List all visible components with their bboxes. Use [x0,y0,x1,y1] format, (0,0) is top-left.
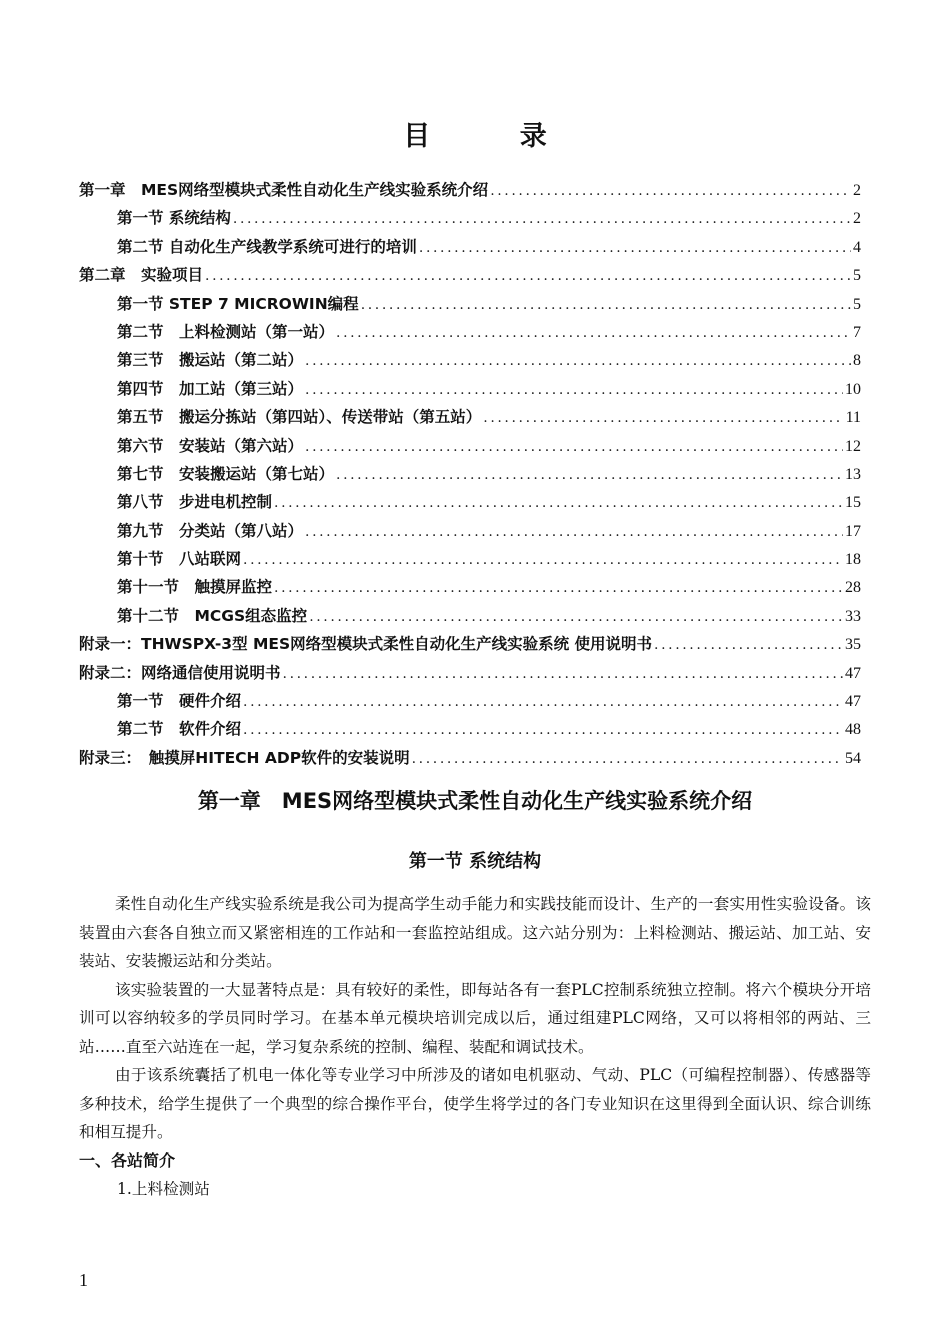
toc-leader-dots [233,205,851,233]
toc-leader-dots [205,262,851,290]
paragraph: 柔性自动化生产线实验系统是我公司为提高学生动手能力和实践技能而设计、生产的一套实用性实验设备。该装置由六套各自独立而又紧密相连的工作站和一套监控站组成。这六站分别为：上料检测站、搬运站、加工站、安装站、安装搬运站和分类站。 [79,895,871,970]
toc-entry-page: 13 [845,465,861,483]
toc-entry-page: 12 [845,437,861,455]
toc-leader-dots [243,688,843,716]
toc-entry-page: 15 [845,494,861,512]
toc-leader-dots [309,603,843,631]
toc-entry-label: 第一节 硬件介绍 [117,692,242,711]
toc-leader-dots [274,574,843,602]
toc-leader-dots [483,404,843,432]
subitem: 1.上料检测站 [117,1179,210,1198]
toc-entry-page: 10 [845,380,861,398]
toc-entry-page: 47 [845,664,861,682]
toc-leader-dots [243,716,843,744]
section-title: 第一节 系统结构 [408,851,542,872]
toc-leader-dots [305,518,843,546]
toc-entry[interactable] [79,517,861,545]
toc-entry-page: 7 [853,323,861,341]
toc-entry[interactable] [79,687,861,715]
toc-leader-dots [336,461,843,489]
toc-entry-page: 17 [845,522,861,540]
toc-leader-dots [419,234,851,262]
toc-entry-label: 第九节 分类站（第八站） [117,521,304,540]
toc-entry[interactable] [79,602,861,630]
toc-leader-dots [336,319,851,347]
toc-entry[interactable] [79,460,861,488]
toc-entry[interactable] [79,375,861,403]
toc-entry[interactable] [79,261,861,289]
toc-entry-page: 35 [845,636,861,654]
toc-entry-label: 第八节 步进电机控制 [117,493,273,512]
subheading: 一、各站简介 [79,1150,176,1170]
toc-entry-page: 5 [853,267,861,285]
toc-entry[interactable] [79,233,861,261]
toc-entry-page: 28 [845,579,861,597]
toc-entry-label: 第十节 八站联网 [117,550,242,569]
toc-entry-label: 第二节 软件介绍 [117,720,242,739]
toc-leader-dots [412,745,843,773]
page-number: 1 [79,1270,88,1290]
toc-entry[interactable] [79,204,861,232]
toc-entry[interactable] [79,659,861,687]
toc-entry[interactable] [79,346,861,374]
toc-entry-label: 附录三： 触摸屏HITECH ADP软件的安装说明 [79,748,410,767]
toc-entry-page: 18 [845,551,861,569]
toc-entry[interactable] [79,630,861,658]
toc-entry-page: 11 [845,409,861,427]
toc-leader-dots [490,177,851,205]
toc-entry-label: 第一节 系统结构 [117,209,231,228]
toc-entry-page: 33 [845,607,861,625]
toc-entry-label: 第一节 STEP 7 MICROWIN编程 [117,294,359,313]
chapter-title: 第一章 MES网络型模块式柔性自动化生产线实验系统介绍 [197,789,753,813]
toc-entry-label: 第一章 MES网络型模块式柔性自动化生产线实验系统介绍 [79,181,489,199]
toc-entry[interactable] [79,573,861,601]
toc-entry-page: 48 [845,721,861,739]
toc-entry-label: 附录一：THWSPX-3型 MES网络型模块式柔性自动化生产线实验系统 使用说明书 [79,635,653,654]
toc-entry[interactable] [79,403,861,431]
toc-entry-label: 第十一节 触摸屏监控 [117,578,273,597]
toc-leader-dots [305,376,843,404]
toc-leader-dots [305,347,851,375]
toc-entry-page: 4 [853,238,861,256]
toc-entry-label: 第二节 自动化生产线教学系统可进行的培训 [117,237,417,256]
paragraph: 该实验装置的一大显著特点是：具有较好的柔性，即每站各有一套PLC控制系统独立控制。将六个模块分开培训可以容纳较多的学员同时学习。在基本单元模块培训完成以后，通过组建PLC网络，又可以将相邻的两站、三站……直至六站连在一起，学习复杂系统的控制、编程、装配和调试技术。 [79,980,871,1056]
toc-entry-page: 5 [853,295,861,313]
toc-entry[interactable] [79,715,861,743]
toc-entry-page: 54 [845,749,861,767]
paragraph: 由于该系统囊括了机电一体化等专业学习中所涉及的诸如电机驱动、气动、PLC（可编程控制器）、传感器等多种技术，给学生提供了一个典型的综合操作平台，使学生将学过的各门专业知识在这里得到全面认识、综合训练和相互提升。 [79,1066,871,1141]
toc-entry[interactable] [79,290,861,318]
toc-leader-dots [361,291,851,319]
toc-entry-label: 第三节 搬运站（第二站） [117,351,304,370]
toc-entry-label: 第七节 安装搬运站（第七站） [117,464,335,483]
toc-entry[interactable] [79,488,861,516]
toc-entry[interactable] [79,318,861,346]
toc-entry-label: 第四节 加工站（第三站） [117,379,304,398]
toc-title: 目 录 [403,121,587,152]
toc-entry-label: 第二节 上料检测站（第一站） [117,322,335,341]
toc-leader-dots [654,631,843,659]
toc-leader-dots [243,546,843,574]
toc-entry[interactable] [79,545,861,573]
toc-entry-label: 第六节 安装站（第六站） [117,436,304,455]
toc-entry[interactable] [79,744,861,772]
table-of-contents [79,176,861,772]
toc-entry-label: 第五节 搬运分拣站（第四站）、传送带站（第五站） [117,408,482,427]
toc-entry-page: 2 [853,182,861,199]
toc-leader-dots [283,660,843,688]
toc-entry-label: 附录二：网络通信使用说明书 [79,663,281,682]
toc-entry[interactable] [79,176,861,204]
toc-entry-label: 第二章 实验项目 [79,266,204,285]
toc-entry-page: 47 [845,693,861,711]
body-text [79,890,871,1203]
toc-leader-dots [305,433,843,461]
toc-entry-label: 第十二节 MCGS组态监控 [117,606,308,625]
toc-entry-page: 2 [853,210,861,228]
toc-leader-dots [274,489,843,517]
toc-entry[interactable] [79,432,861,460]
toc-entry-page: 8 [853,352,861,370]
